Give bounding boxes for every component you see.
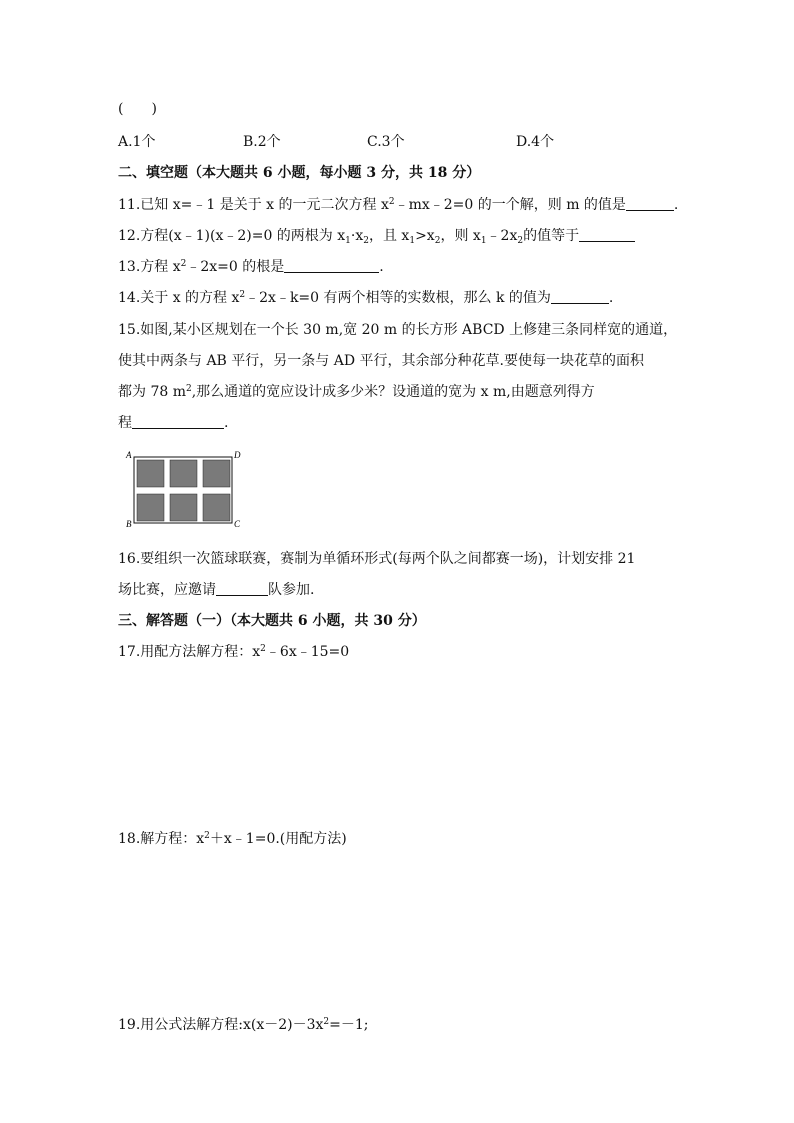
q12-text-2: ·x bbox=[350, 228, 364, 244]
flower-plot bbox=[137, 494, 164, 521]
q11-text-2: ﹣mx﹣2=0 的一个解，则 m 的值是 bbox=[394, 197, 626, 213]
q15-line-2: 使其中两条与 AB 平行，另一条与 AD 平行，其余部分种花草.要使每一块花草的面积 bbox=[118, 353, 644, 369]
figure-label-b: B bbox=[126, 519, 132, 529]
question-14 bbox=[118, 288, 613, 308]
q11-answer-blank bbox=[626, 196, 674, 211]
q13-end: . bbox=[379, 259, 384, 275]
q11-sup: 2 bbox=[388, 197, 395, 207]
q13-sup: 2 bbox=[180, 259, 187, 269]
question-11 bbox=[118, 195, 678, 215]
q12-text-3: ，且 x bbox=[368, 228, 410, 244]
q12-sub-1: 1 bbox=[345, 236, 351, 246]
flower-plot bbox=[170, 494, 197, 521]
q17-text-2: ﹣6x﹣15=0 bbox=[265, 644, 350, 660]
q15-line-1: 15.如图,某小区规划在一个长 30 m,宽 20 m 的长方形 ABCD 上修建三条同样宽的通道， bbox=[118, 322, 678, 338]
figure-label-c: C bbox=[234, 519, 241, 529]
option-d: D.4个 bbox=[516, 134, 555, 150]
q11-end: . bbox=[673, 197, 679, 213]
q16-line-2 bbox=[118, 580, 314, 600]
q15-line-4-text: 程 bbox=[118, 415, 132, 431]
option-b: B.2个 bbox=[243, 134, 281, 150]
figure-label-a: A bbox=[126, 450, 132, 460]
q14-text-2: ﹣2x﹣k=0 有两个相等的实数根，那么 k 的值为 bbox=[245, 290, 551, 306]
q11-text-1: 11.已知 x=﹣1 是关于 x 的一元二次方程 x bbox=[118, 197, 389, 213]
q15-line-3-text-2: ,那么通道的宽应设计成多少米？设通道的宽为 x m,由题意列得方 bbox=[191, 384, 595, 400]
flower-plot bbox=[203, 494, 230, 521]
option-c: C.3个 bbox=[367, 134, 405, 150]
section-2-heading: 二、填空题（本大题共 6 小题，每小题 3 分，共 18 分） bbox=[118, 165, 481, 181]
q19-text-1: 19.用公式法解方程:x(x－2)－3x bbox=[118, 1017, 324, 1033]
q18-text-1: 18.解方程：x bbox=[118, 831, 205, 847]
q18-text-2: ＋x﹣1=0.(用配方法) bbox=[209, 831, 347, 847]
flower-plot bbox=[170, 460, 197, 487]
q16-line-1: 16.要组织一次篮球联赛，赛制为单循环形式(每两个队之间都赛一场)，计划安排 21 bbox=[118, 551, 636, 567]
question-19 bbox=[118, 1015, 369, 1035]
q13-text-1: 13.方程 x bbox=[118, 259, 181, 275]
q16-line-2-text-1: 场比赛，应邀请 bbox=[118, 582, 216, 598]
q12-sub-2: 2 bbox=[363, 236, 369, 246]
q12-text-5: ，则 x bbox=[440, 228, 481, 244]
q18-sup: 2 bbox=[204, 831, 210, 841]
q10-answer-paren: ( ) bbox=[118, 101, 157, 117]
question-17 bbox=[118, 642, 349, 662]
flower-plot bbox=[137, 460, 164, 487]
q13-text-2: ﹣2x=0 的根是 bbox=[186, 259, 285, 275]
q12-sub-4: 2 bbox=[434, 236, 441, 246]
q14-end: . bbox=[608, 290, 614, 306]
q19-text-2: =－1; bbox=[329, 1017, 369, 1033]
q12-sub-5: 1 bbox=[480, 236, 487, 246]
q15-line-3-text-1: 都为 78 m bbox=[118, 384, 186, 400]
garden-plot-figure bbox=[124, 449, 250, 531]
q12-text-6: ﹣2x bbox=[486, 228, 518, 244]
q14-sup: 2 bbox=[239, 290, 246, 300]
q16-answer-blank bbox=[216, 581, 268, 596]
q13-answer-blank bbox=[284, 258, 379, 273]
question-12 bbox=[118, 226, 635, 246]
question-13 bbox=[118, 257, 384, 277]
question-18 bbox=[118, 829, 347, 849]
q12-text-1: 12.方程(x﹣1)(x﹣2)=0 的两根为 x bbox=[118, 228, 346, 244]
q15-line-3 bbox=[118, 382, 595, 402]
figure-label-d: D bbox=[234, 450, 241, 460]
q12-answer-blank bbox=[579, 227, 635, 242]
q15-line-4 bbox=[118, 413, 228, 433]
q17-sup: 2 bbox=[260, 644, 266, 654]
q17-text-1: 17.用配方法解方程：x bbox=[118, 644, 261, 660]
section-3-heading: 三、解答题（一）（本大题共 6 小题，共 30 分） bbox=[118, 613, 426, 629]
flower-plot bbox=[203, 460, 230, 487]
q12-sub-6: 2 bbox=[517, 236, 524, 246]
q12-sub-3: 1 bbox=[409, 236, 416, 246]
q12-text-7: 的值等于 bbox=[523, 228, 580, 244]
q12-text-4: >x bbox=[415, 228, 435, 244]
q19-sup: 2 bbox=[323, 1017, 330, 1027]
q14-text-1: 14.关于 x 的方程 x bbox=[118, 290, 240, 306]
q15-end: . bbox=[224, 415, 229, 431]
q15-sup: 2 bbox=[186, 384, 192, 394]
q14-answer-blank bbox=[551, 289, 609, 304]
q15-answer-blank bbox=[132, 414, 224, 429]
option-a: A.1个 bbox=[118, 134, 156, 150]
q16-line-2-text-2: 队参加. bbox=[268, 582, 315, 598]
